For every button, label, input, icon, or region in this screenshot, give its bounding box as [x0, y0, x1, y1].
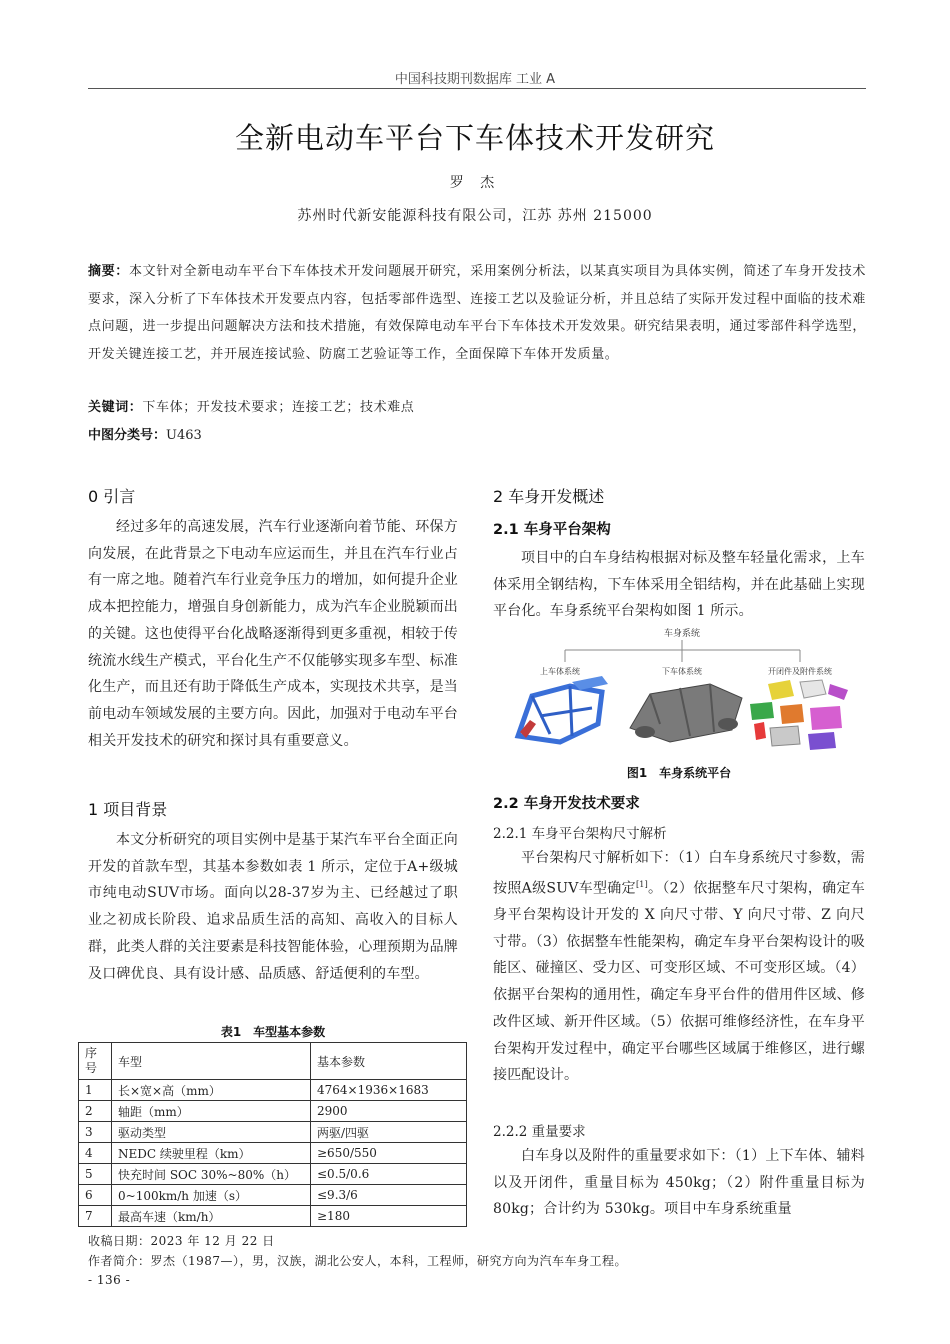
table-caption: 表1 车型基本参数 — [220, 1025, 326, 1039]
closures-image — [750, 680, 848, 750]
table-cell: 5 — [79, 1164, 112, 1185]
table-cell: 两驱/四驱 — [311, 1122, 467, 1143]
table-cell: 3 — [79, 1122, 112, 1143]
table-cell: NEDC 续驶里程（km） — [112, 1143, 311, 1164]
table-cell: 轴距（mm） — [112, 1101, 311, 1122]
table-cell: 长×宽×高（mm） — [112, 1080, 311, 1101]
received-date: 收稿日期：2023 年 12 月 22 日 — [88, 1234, 275, 1248]
table-row — [79, 1143, 467, 1164]
table-cell: ≥180 — [311, 1206, 467, 1227]
keywords-text: 下车体；开发技术要求；连接工艺；技术难点 — [142, 400, 415, 415]
author-name: 罗 杰 — [449, 175, 501, 191]
section-0-paragraph: 经过多年的高速发展，汽车行业逐渐向着节能、环保方向发展，在此背景之下电动车应运而生，并且在汽车行业占有一席之地。随着汽车行业竞争压力的增加，如何提升企业成本把控能力，增强自身创新能力，成为汽车企业脱颖而出的关键。这也使得平台化战略逐渐得到更多重视，相较于传统流水线生产模式，平台化生产不仅能够实现多车型、标准化生产，而且还有助于降低生产成本，实现技术共享，是当前电动车领域发展的主要方向。因此，加强对于电动车平台相关开发技术的研究和探讨具有重要意义。 — [88, 519, 458, 749]
upper-body-image — [518, 676, 608, 742]
table-header-cell: 车型 — [112, 1043, 311, 1080]
table-cell: 2 — [79, 1101, 112, 1122]
section-1-paragraph: 本文分析研究的项目实例中是基于某汽车平台全面正向开发的首款车型，其基本参数如表 1 所示，定位于A+级城市纯电动SUV市场。面向以28-37岁为主、已经越过了职业之初成长阶段、追求品质生活的高知、高收入的目标人群，此类人群的关注要素是科技智能体验，心理预期为品牌及口碑优良、具有设计感、品质感、舒适便利的车型。 — [88, 832, 458, 982]
figure-branch-upper: 上车体系统 — [540, 667, 580, 676]
section-2-1-title: 2.1 车身平台架构 — [493, 522, 611, 538]
table-cell: 4764×1936×1683 — [311, 1080, 467, 1101]
affiliation: 苏州时代新安能源科技有限公司，江苏 苏州 215000 — [297, 208, 653, 224]
table-cell: 2900 — [311, 1101, 467, 1122]
body-system-figure — [510, 624, 855, 760]
section-2-2-1-paragraph — [493, 845, 865, 1089]
section-2-title: 2 车身开发概述 — [493, 487, 605, 506]
section-2-2-title: 2.2 车身开发技术要求 — [493, 796, 640, 812]
table-header-row — [79, 1043, 467, 1080]
table-row — [79, 1122, 467, 1143]
author-bio: 作者简介：罗杰（1987—），男，汉族，湖北公安人，本科，工程师，研究方向为汽车车身工程。 — [88, 1254, 628, 1268]
abstract — [88, 258, 866, 368]
section-2-2-1-text-a: 平台架构尺寸解析如下：（1）白车身系统尺寸参数，需按照A级SUV车型确定 — [493, 850, 865, 897]
table-cell: 快充时间 SOC 30%~80%（h） — [112, 1164, 311, 1185]
classification-text: U463 — [166, 428, 202, 443]
figure-branch-lower: 下车体系统 — [662, 667, 702, 676]
table-cell: ≥650/550 — [311, 1143, 467, 1164]
paper-title: 全新电动车平台下车体技术开发研究 — [234, 121, 715, 155]
header-rule — [88, 88, 866, 89]
table-header-cell: 序号 — [79, 1043, 112, 1080]
lower-body-image — [630, 684, 742, 742]
table-cell: 0~100km/h 加速（s） — [112, 1185, 311, 1206]
table-row — [79, 1164, 467, 1185]
section-2-2-1-text-b: 。（2）依据整车尺寸架构，确定车身平台架构设计开发的 X 向尺寸带、Y 向尺寸带、Z 向尺寸带。（3）依据整车性能架构，确定车身平台架构设计的吸能区、碰撞区、受力区、可变形区域、不可变形区域。（4）依据平台架构的通用性，确定车身平台件的借用件区域、修改件区域、新开件区域。（5）依据可维修经济性，在车身平台架构开发过程中，确定平台哪些区域属于维修区，进行螺接匹配设计。 — [493, 880, 866, 1084]
figure-root-label: 车身系统 — [663, 629, 701, 639]
section-0-title: 0 引言 — [88, 487, 136, 506]
table-cell: 7 — [79, 1206, 112, 1227]
figure-branch-closures: 开闭件及附件系统 — [768, 667, 832, 676]
params-table — [78, 1042, 467, 1227]
keywords-label: 关键词： — [88, 400, 143, 415]
journal-header: 中国科技期刊数据库 工业 A — [394, 72, 556, 87]
section-2-2-1-title: 2.2.1 车身平台架构尺寸解析 — [493, 826, 667, 842]
table-row — [79, 1185, 467, 1206]
abstract-text: 本文针对全新电动车平台下车体技术开发问题展开研究，采用案例分析法，以某真实项目为具体实例，简述了车身开发技术要求，深入分析了下车体技术开发要点内容，包括零部件选型、连接工艺以及验证分析，并且总结了实际开发过程中面临的技术难点问题，进一步提出问题解决方法和技术措施，有效保障电动车平台下车体技术开发效果。研究结果表明，通过零部件科学选型，开发关键连接工艺，并开展连接试验、防腐工艺验证等工作，全面保障下车体开发质量。 — [88, 264, 866, 362]
table-cell: 最高车速（km/h） — [112, 1206, 311, 1227]
section-2-1-paragraph: 项目中的白车身结构根据对标及整车轻量化需求，上车体采用全钢结构，下车体采用全铝结构，并在此基础上实现平台化。车身系统平台架构如图 1 所示。 — [493, 550, 865, 620]
table-row — [79, 1101, 467, 1122]
figure-caption: 图1 车身系统平台 — [626, 766, 732, 780]
table-row — [79, 1206, 467, 1227]
table-header-cell: 基本参数 — [311, 1043, 467, 1080]
table-cell: 6 — [79, 1185, 112, 1206]
table-cell: 1 — [79, 1080, 112, 1101]
section-2-2-2-paragraph: 白车身以及附件的重量要求如下：（1）上下车体、辅料以及开闭件，重量目标为 450kg；（2）附件重量目标为 80kg；合计约为 530kg。项目中车身系统重量 — [493, 1148, 865, 1218]
table-cell: ≤9.3/6 — [311, 1185, 467, 1206]
table-row — [79, 1080, 467, 1101]
table-cell: 4 — [79, 1143, 112, 1164]
keywords — [88, 396, 414, 415]
section-2-2-2-title: 2.2.2 重量要求 — [493, 1124, 586, 1140]
page-number: - 136 - — [88, 1273, 131, 1287]
citation-ref: [1] — [635, 879, 648, 889]
table-cell: ≤0.5/0.6 — [311, 1164, 467, 1185]
table-cell: 驱动类型 — [112, 1122, 311, 1143]
section-1-title: 1 项目背景 — [88, 800, 168, 819]
abstract-label: 摘要： — [88, 264, 129, 279]
classification — [88, 424, 202, 443]
classification-label: 中图分类号： — [88, 428, 167, 443]
